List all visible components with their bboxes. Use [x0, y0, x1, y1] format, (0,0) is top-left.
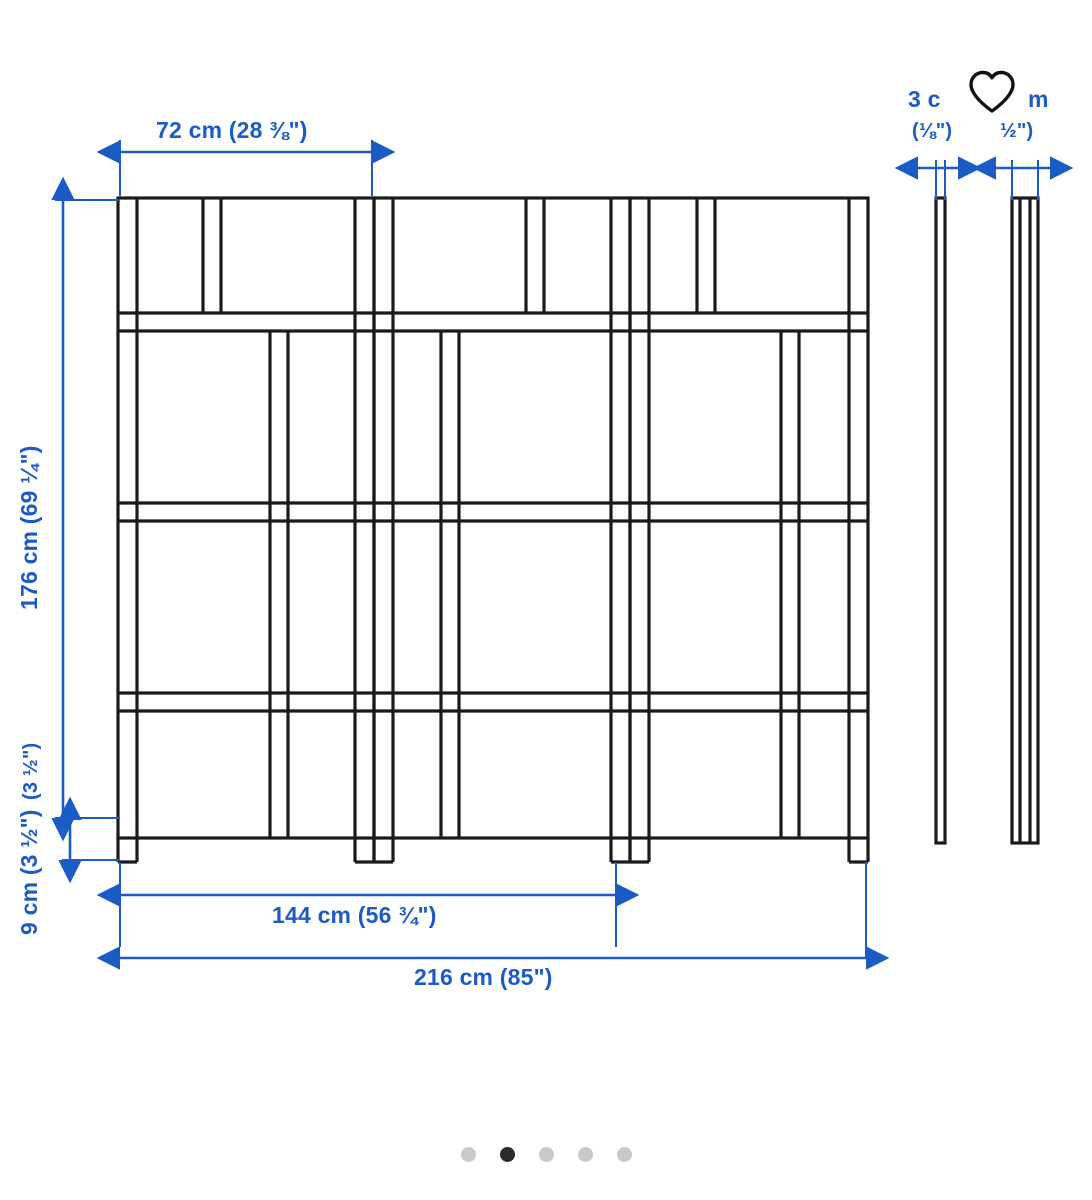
dimension-label-thin-thickness-inches: (⅛")	[912, 120, 953, 142]
carousel-dot-3[interactable]	[539, 1147, 554, 1162]
dimension-label-thick-thickness: m	[1028, 86, 1049, 112]
dimension-label-section-width: 72 cm (28 ⅜")	[156, 117, 308, 143]
carousel-dots[interactable]	[0, 1147, 1092, 1162]
dimension-label-leg-clearance: 9 cm (3 ½")	[16, 809, 42, 935]
carousel-dot-2[interactable]	[500, 1147, 515, 1162]
dimension-label-height: 176 cm (69 ¼")	[16, 445, 42, 610]
dimension-label-two-section-width: 144 cm (56 ¾")	[272, 902, 437, 928]
heart-icon[interactable]	[967, 68, 1017, 116]
dimension-label-plinth-height: (3 ½")	[20, 742, 42, 800]
carousel-dot-4[interactable]	[578, 1147, 593, 1162]
carousel-dot-5[interactable]	[617, 1147, 632, 1162]
carousel-dot-1[interactable]	[461, 1147, 476, 1162]
dimension-label-thick-thickness-inches: ½")	[1000, 120, 1034, 142]
dimension-label-total-width: 216 cm (85")	[414, 964, 553, 990]
dimension-label-thin-thickness: 3 c	[908, 86, 941, 112]
